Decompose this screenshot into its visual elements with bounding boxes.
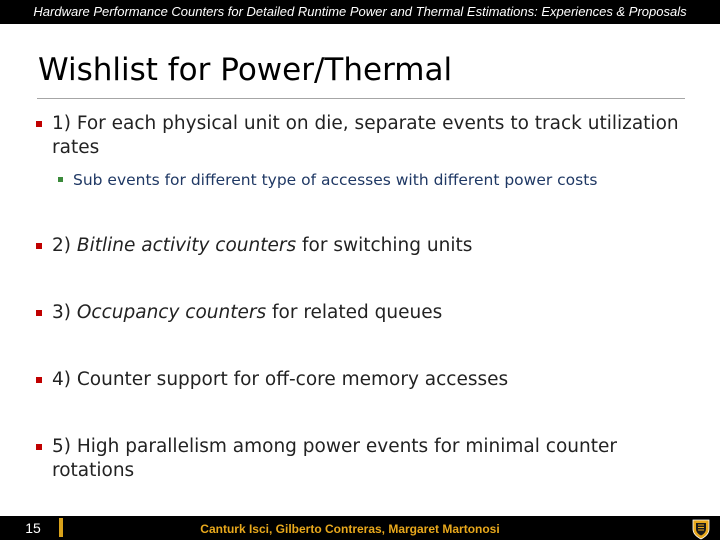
sub-bullet-text: Sub events for different type of accesses with different power costs — [73, 171, 598, 189]
bullet-marker-icon — [36, 243, 42, 249]
bullet-emphasis: Bitline activity counters — [76, 235, 297, 256]
bullet-item — [36, 234, 696, 258]
bullet-item — [36, 368, 696, 392]
bullet-item — [36, 435, 696, 483]
page-number: 15 — [25, 520, 41, 536]
title-divider — [37, 98, 685, 99]
bullet-prefix: 2) — [52, 235, 77, 256]
bullet-marker-icon — [36, 121, 42, 127]
running-title: Hardware Performance Counters for Detailed Runtime Power and Thermal Estimations: Experiences & Proposals — [0, 0, 720, 24]
sub-bullet-item — [58, 170, 708, 190]
slide-footer — [0, 516, 720, 540]
bullet-text: 5) High parallelism among power events for minimal counter rotations — [52, 436, 617, 481]
bullet-item — [36, 112, 696, 160]
bullet-text — [36, 234, 696, 258]
bullet-item — [36, 301, 696, 325]
bullet-marker-icon — [36, 310, 42, 316]
bullet-text — [36, 301, 696, 325]
slide-title: Wishlist for Power/Thermal — [38, 52, 453, 88]
bullet-marker-icon — [36, 377, 42, 383]
bullet-emphasis: Occupancy counters — [76, 302, 267, 323]
bullet-suffix: for related queues — [266, 302, 443, 323]
bullet-prefix: 3) — [52, 302, 77, 323]
footer-separator — [59, 518, 63, 537]
bullet-suffix: for switching units — [296, 235, 473, 256]
sub-bullet-marker-icon — [58, 177, 63, 182]
bullet-marker-icon — [36, 444, 42, 450]
bullet-text: 4) Counter support for off-core memory accesses — [52, 369, 509, 390]
university-crest-icon — [690, 518, 712, 540]
author-line: Canturk Isci, Gilberto Contreras, Margaret Martonosi — [200, 522, 500, 536]
bullet-text: 1) For each physical unit on die, separate events to track utilization rates — [52, 113, 679, 158]
